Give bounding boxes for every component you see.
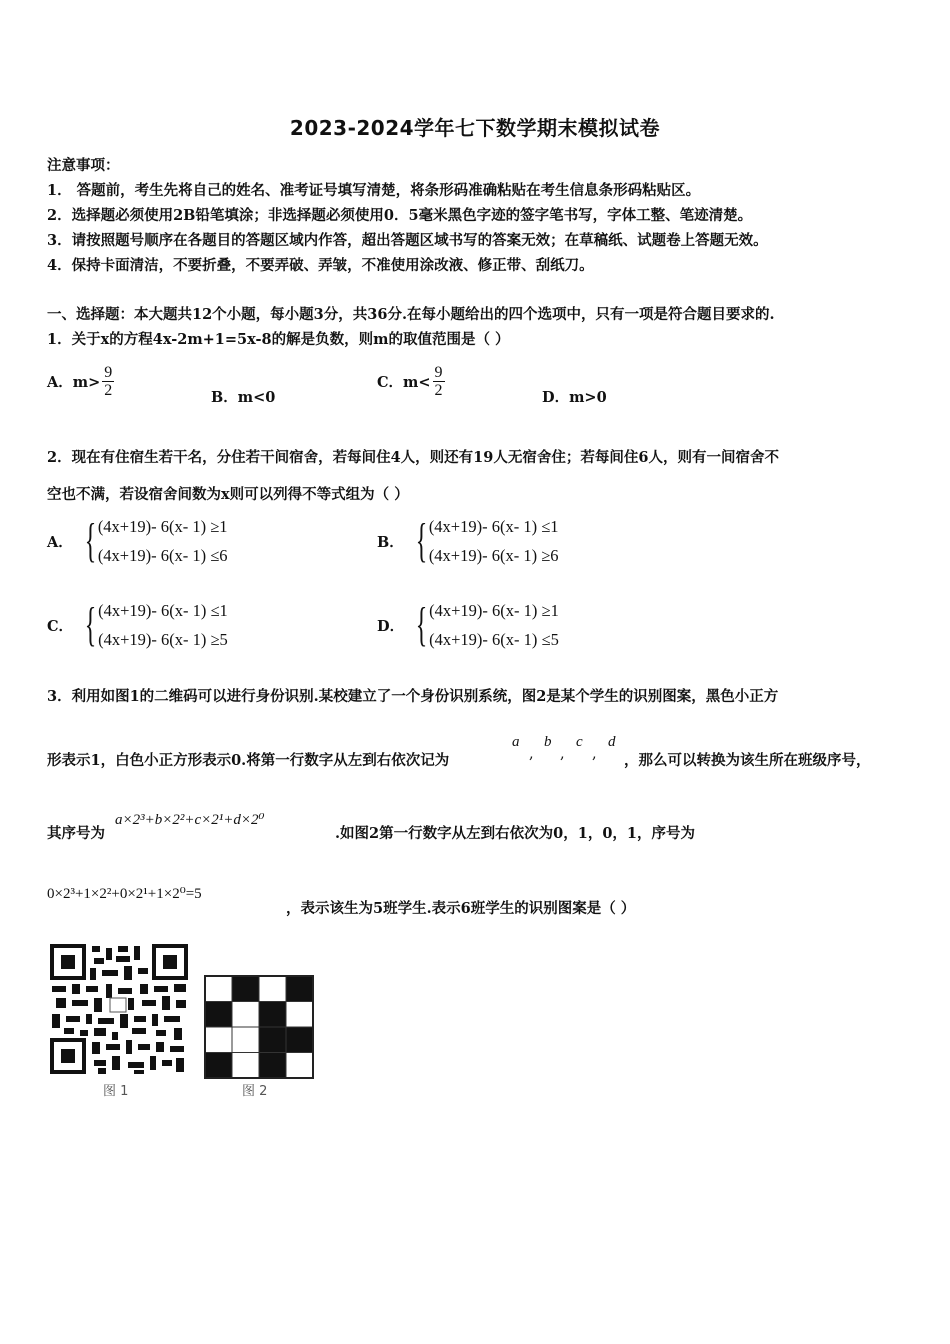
q2-option-b-eq2: (4x+19)- 6(x- 1) ≥6 (428, 546, 559, 565)
q1-option-c-num: 9 (434, 364, 443, 381)
q2-option-c-label: C． (47, 617, 74, 635)
q2-option-d (377, 596, 559, 654)
q1-option-c-fraction (433, 364, 445, 399)
notice-heading: 注意事项： (47, 157, 120, 174)
q2-option-a-eq1: (4x+19)- 6(x- 1) ≥1 (97, 517, 228, 536)
q2-option-a-eq2: (4x+19)- 6(x- 1) ≤6 (97, 546, 228, 565)
q2-stem-line2: 空也不满，若设宿舍间数为x则可以列得不等式组为（ ） (47, 486, 409, 503)
figure-1-caption: 图 1 (103, 1084, 129, 1099)
q2-option-c (47, 596, 228, 654)
q1-option-c-label: C．m< (377, 374, 431, 391)
q3-formula: a×2³+b×2²+c×2¹+d×2⁰ (115, 812, 265, 828)
brace-icon: { (415, 514, 428, 567)
q2-option-b-label: B． (377, 533, 404, 551)
qr-code-figure (50, 944, 188, 1076)
grid-cell-0-3 (286, 976, 313, 1002)
grid-cell-1-3 (286, 1002, 313, 1028)
q3-example-equation: 0×2³+1×2²+0×2¹+1×2⁰=5 (47, 886, 202, 902)
q3-stem-line3b: .如图2第一行数字从左到右依次为0，1，0，1，序号为 (335, 825, 695, 842)
q1-option-c-den: 2 (434, 382, 443, 399)
q3-var-b: b (544, 734, 552, 750)
grid-cell-1-2 (259, 1002, 286, 1028)
grid-cell-2-0 (205, 1027, 232, 1053)
qr-center-logo-icon (110, 998, 126, 1012)
q2-option-a-system (98, 512, 228, 570)
grid-cell-1-0 (205, 1002, 232, 1028)
figure-2-caption: 图 2 (242, 1084, 268, 1099)
q2-option-b-system (429, 512, 559, 570)
q1-option-a-num: 9 (104, 364, 113, 381)
figure-2-grid (203, 975, 315, 1079)
q3-comma-1: , (529, 746, 534, 762)
grid-cell-0-1 (232, 976, 259, 1002)
q1-option-b: B．m<0 (211, 389, 276, 406)
brace-icon: { (84, 598, 97, 651)
notice-item-1: 1． 答题前，考生先将自己的姓名、准考证号填写清楚，将条形码准确粘贴在考生信息条形码粘贴区。 (47, 182, 701, 199)
q2-option-c-system (98, 596, 228, 654)
grid-cell-0-0 (205, 976, 232, 1002)
q2-option-c-eq2: (4x+19)- 6(x- 1) ≥5 (98, 630, 228, 649)
q1-option-a-fraction (102, 364, 114, 399)
brace-icon: { (84, 514, 97, 567)
q3-stem-line3a: 其序号为 (47, 825, 105, 842)
brace-icon: { (415, 598, 428, 651)
notice-item-2: 2．选择题必须使用2B铅笔填涂；非选择题必须使用0．5毫米黑色字迹的签字笔书写，字体工整、笔迹清楚。 (47, 207, 753, 224)
q3-stem-line2a: 形表示1，白色小正方形表示0.将第一行数字从左到右依次记为 (47, 752, 450, 769)
q1-option-d: D．m>0 (542, 389, 607, 406)
section-heading: 一、选择题：本大题共12个小题，每小题3分，共36分.在每小题给出的四个选项中，只有一项是符合题目要求的. (47, 306, 775, 323)
grid-cell-0-2 (259, 976, 286, 1002)
q1-option-c (377, 364, 445, 399)
q2-option-a (47, 512, 228, 570)
q3-var-c: c (576, 734, 583, 750)
notice-item-3: 3．请按照题号顺序在各题目的答题区域内作答，超出答题区域书写的答案无效；在草稿纸、试题卷上答题无效。 (47, 232, 768, 249)
q3-stem-line2b: ，那么可以转换为该生所在班级序号， (624, 752, 871, 769)
q1-stem: 1．关于x的方程4x-2m+1=5x-8的解是负数，则m的取值范围是（ ） (47, 331, 510, 348)
q3-comma-3: , (592, 746, 597, 762)
q3-var-a: a (512, 734, 520, 750)
grid-cell-3-2 (259, 1053, 286, 1079)
q1-option-a-label: A．m> (47, 374, 101, 391)
q3-stem-line4b: ，表示该生为5班学生.表示6班学生的识别图案是（ ） (286, 900, 636, 917)
q2-option-d-eq1: (4x+19)- 6(x- 1) ≥1 (429, 601, 559, 620)
grid-cell-2-3 (286, 1027, 313, 1053)
grid-cell-3-1 (232, 1053, 259, 1079)
q2-option-c-eq1: (4x+19)- 6(x- 1) ≤1 (98, 601, 228, 620)
q2-stem-line1: 2．现在有住宿生若干名，分住若干间宿舍，若每间住4人，则还有19人无宿舍住；若每间住6人，则有一间宿舍不 (47, 449, 779, 466)
q2-option-b-eq1: (4x+19)- 6(x- 1) ≤1 (428, 517, 559, 536)
grid-cell-2-1 (232, 1027, 259, 1053)
grid-cell-2-2 (259, 1027, 286, 1053)
q2-option-d-eq2: (4x+19)- 6(x- 1) ≤5 (429, 630, 559, 649)
page-title: 2023-2024学年七下数学期末模拟试卷 (289, 116, 661, 140)
grid-cell-1-1 (232, 1002, 259, 1028)
notice-item-4: 4．保持卡面清洁，不要折叠，不要弄破、弄皱，不准使用涂改液、修正带、刮纸刀。 (47, 257, 594, 274)
q2-option-a-label: A． (47, 533, 73, 551)
q3-comma-2: , (560, 746, 565, 762)
q3-stem-line1: 3．利用如图1的二维码可以进行身份识别.某校建立了一个身份识别系统，图2是某个学生的识别图案，黑色小正方 (47, 688, 779, 705)
q1-option-a-den: 2 (104, 382, 113, 399)
q2-option-d-system (429, 596, 559, 654)
q3-var-d: d (608, 734, 616, 750)
q2-option-b (377, 512, 559, 570)
q2-option-d-label: D． (377, 617, 405, 635)
grid-cell-3-3 (286, 1053, 313, 1079)
q1-option-a (47, 364, 114, 399)
grid-cell-3-0 (205, 1053, 232, 1079)
